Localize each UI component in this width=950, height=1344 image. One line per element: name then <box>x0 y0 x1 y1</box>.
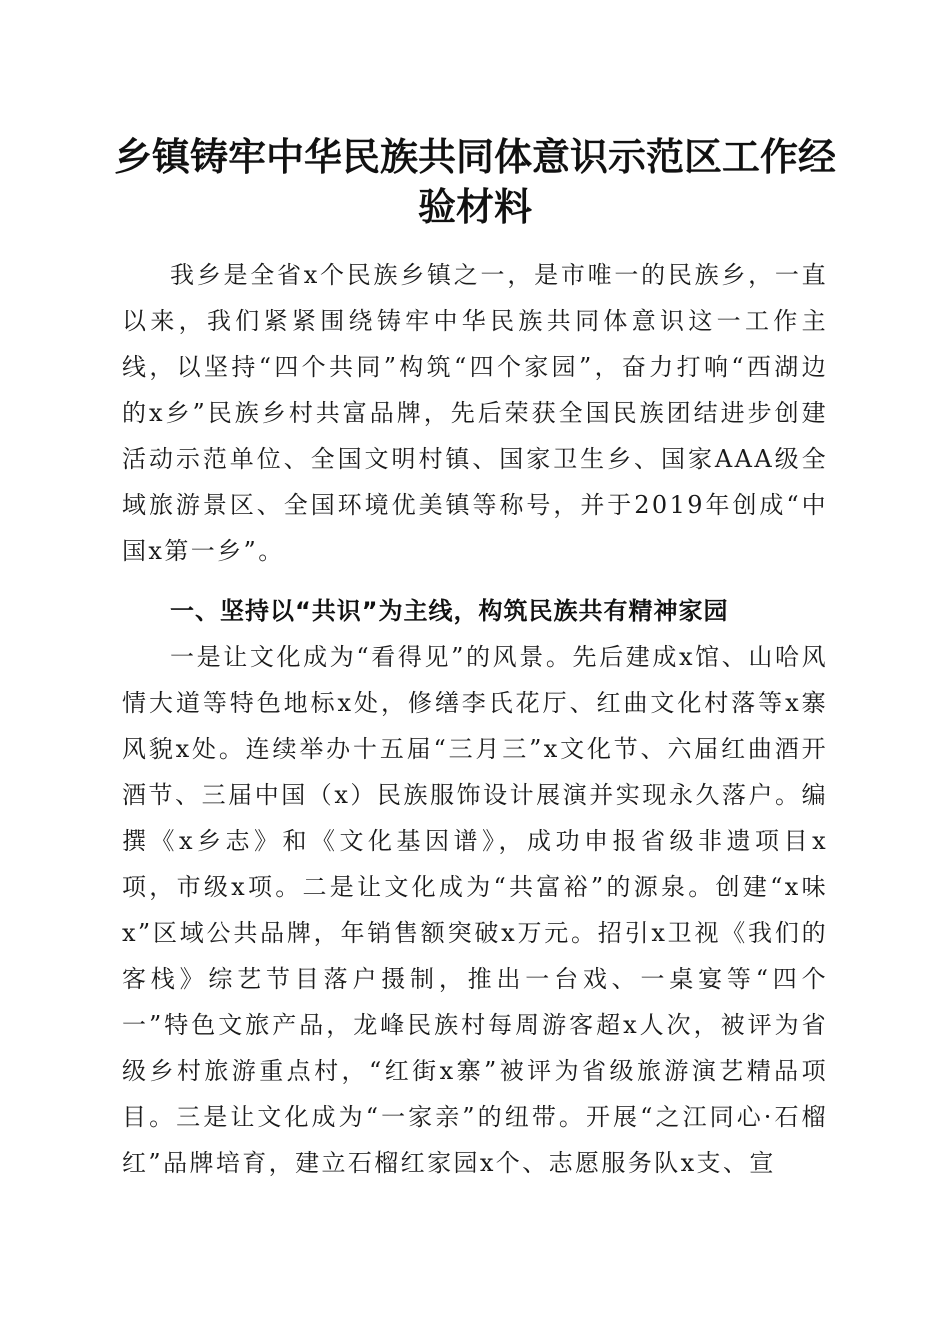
section-1-heading: 一、坚持以“共识”为主线，构筑民族共有精神家园 <box>170 597 729 625</box>
section-1-paragraph: 一是让文化成为“看得见”的风景。先后建成x馆、山哈风情大道等特色地标x处，修缮李氏花厅、红曲文化村落等x寨风貌x处。连续举办十五届“三月三”x文化节、六届红曲酒开酒节、三届中国（x）民族服饰设计展演并实现永久落户。编撰《x乡志》和《文化基因谱》，成功申报省级非遗项目x项，市级x项。二是让文化成为“共富裕”的源泉。创建“x味x”区域公共品牌，年销售额突破x万元。招引x卫视《我们的客栈》综艺节目落户摄制，推出一台戏、一桌宴等“四个一”特色文旅产品，龙峰民族村每周游客超x人次，被评为省级乡村旅游重点村，“红街x寨”被评为省级旅游演艺精品项目。三是让文化成为“一家亲”的纽带。开展“之江同心·石榴红”品牌培育，建立石榴红家园x个、志愿服务队x支、宣 <box>122 643 828 1177</box>
intro-paragraph: 我乡是全省x个民族乡镇之一，是市唯一的民族乡，一直以来，我们紧紧围绕铸牢中华民族共同体意识这一工作主线，以坚持“四个共同”构筑“四个家园”，奋力打响“西湖边的x乡”民族乡村共富品牌，先后荣获全国民族团结进步创建活动示范单位、全国文明村镇、国家卫生乡、国家AAA级全域旅游景区、全国环境优美镇等称号，并于2019年创成“中国x第一乡”。 <box>122 261 828 565</box>
document-title: 乡镇铸牢中华民族共同体意识示范区工作经验材料 <box>113 134 836 229</box>
